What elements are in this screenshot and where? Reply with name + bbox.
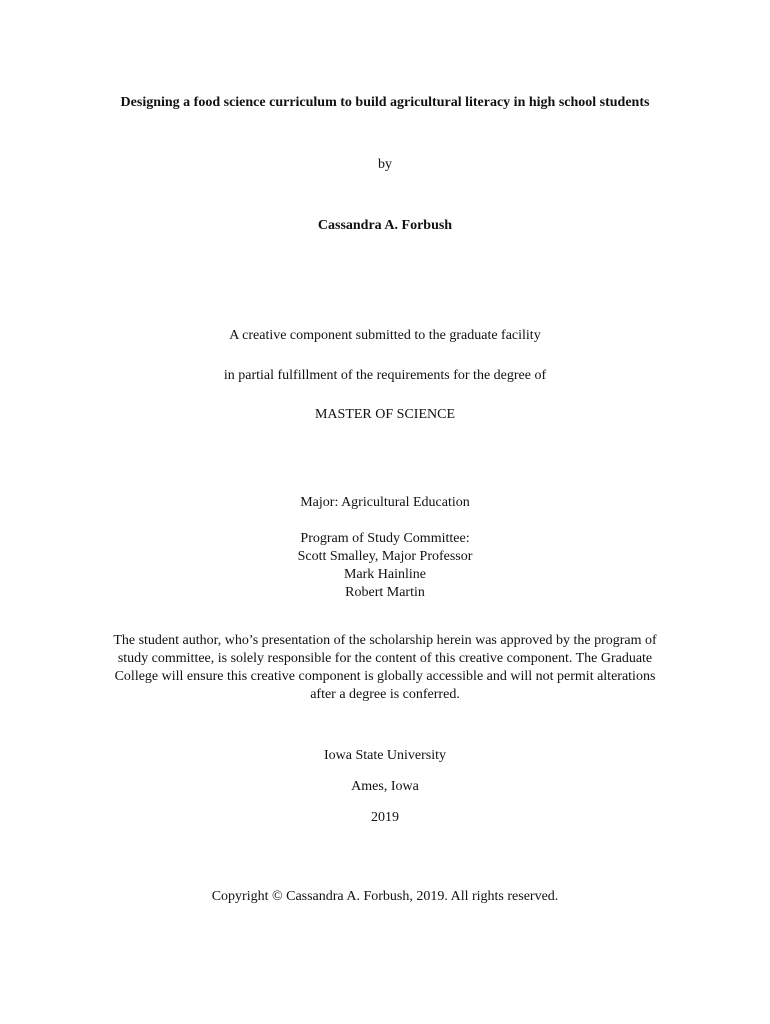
statement-line: The student author, who’s presentation of the scholarship herein was approved by the program of (113, 633, 657, 648)
committee-member: Mark Hainline (343, 567, 427, 582)
year: 2019 (371, 810, 399, 825)
location: Ames, Iowa (351, 779, 419, 794)
by-label: by (378, 157, 392, 172)
committee-member: Scott Smalley, Major Professor (297, 549, 473, 564)
committee-member: Robert Martin (345, 585, 425, 600)
statement-line: study committee, is solely responsible for the content of this creative component. The Graduate (117, 651, 653, 666)
submission-line-1: A creative component submitted to the graduate facility (229, 328, 541, 343)
submission-line-2: in partial fulfillment of the requirements for the degree of (223, 368, 547, 383)
author-statement (80, 632, 690, 704)
major: Major: Agricultural Education (300, 495, 470, 510)
copyright-notice: Copyright © Cassandra A. Forbush, 2019. All rights reserved. (211, 889, 559, 904)
author-name: Cassandra A. Forbush (317, 218, 453, 233)
statement-line: College will ensure this creative component is globally accessible and will not permit alterations (114, 669, 656, 684)
degree-name: MASTER OF SCIENCE (314, 407, 456, 422)
university: Iowa State University (323, 748, 447, 763)
statement-line: after a degree is conferred. (310, 687, 460, 702)
document-title: Designing a food science curriculum to build agricultural literacy in high school students (120, 95, 650, 110)
committee-heading: Program of Study Committee: (300, 531, 470, 546)
